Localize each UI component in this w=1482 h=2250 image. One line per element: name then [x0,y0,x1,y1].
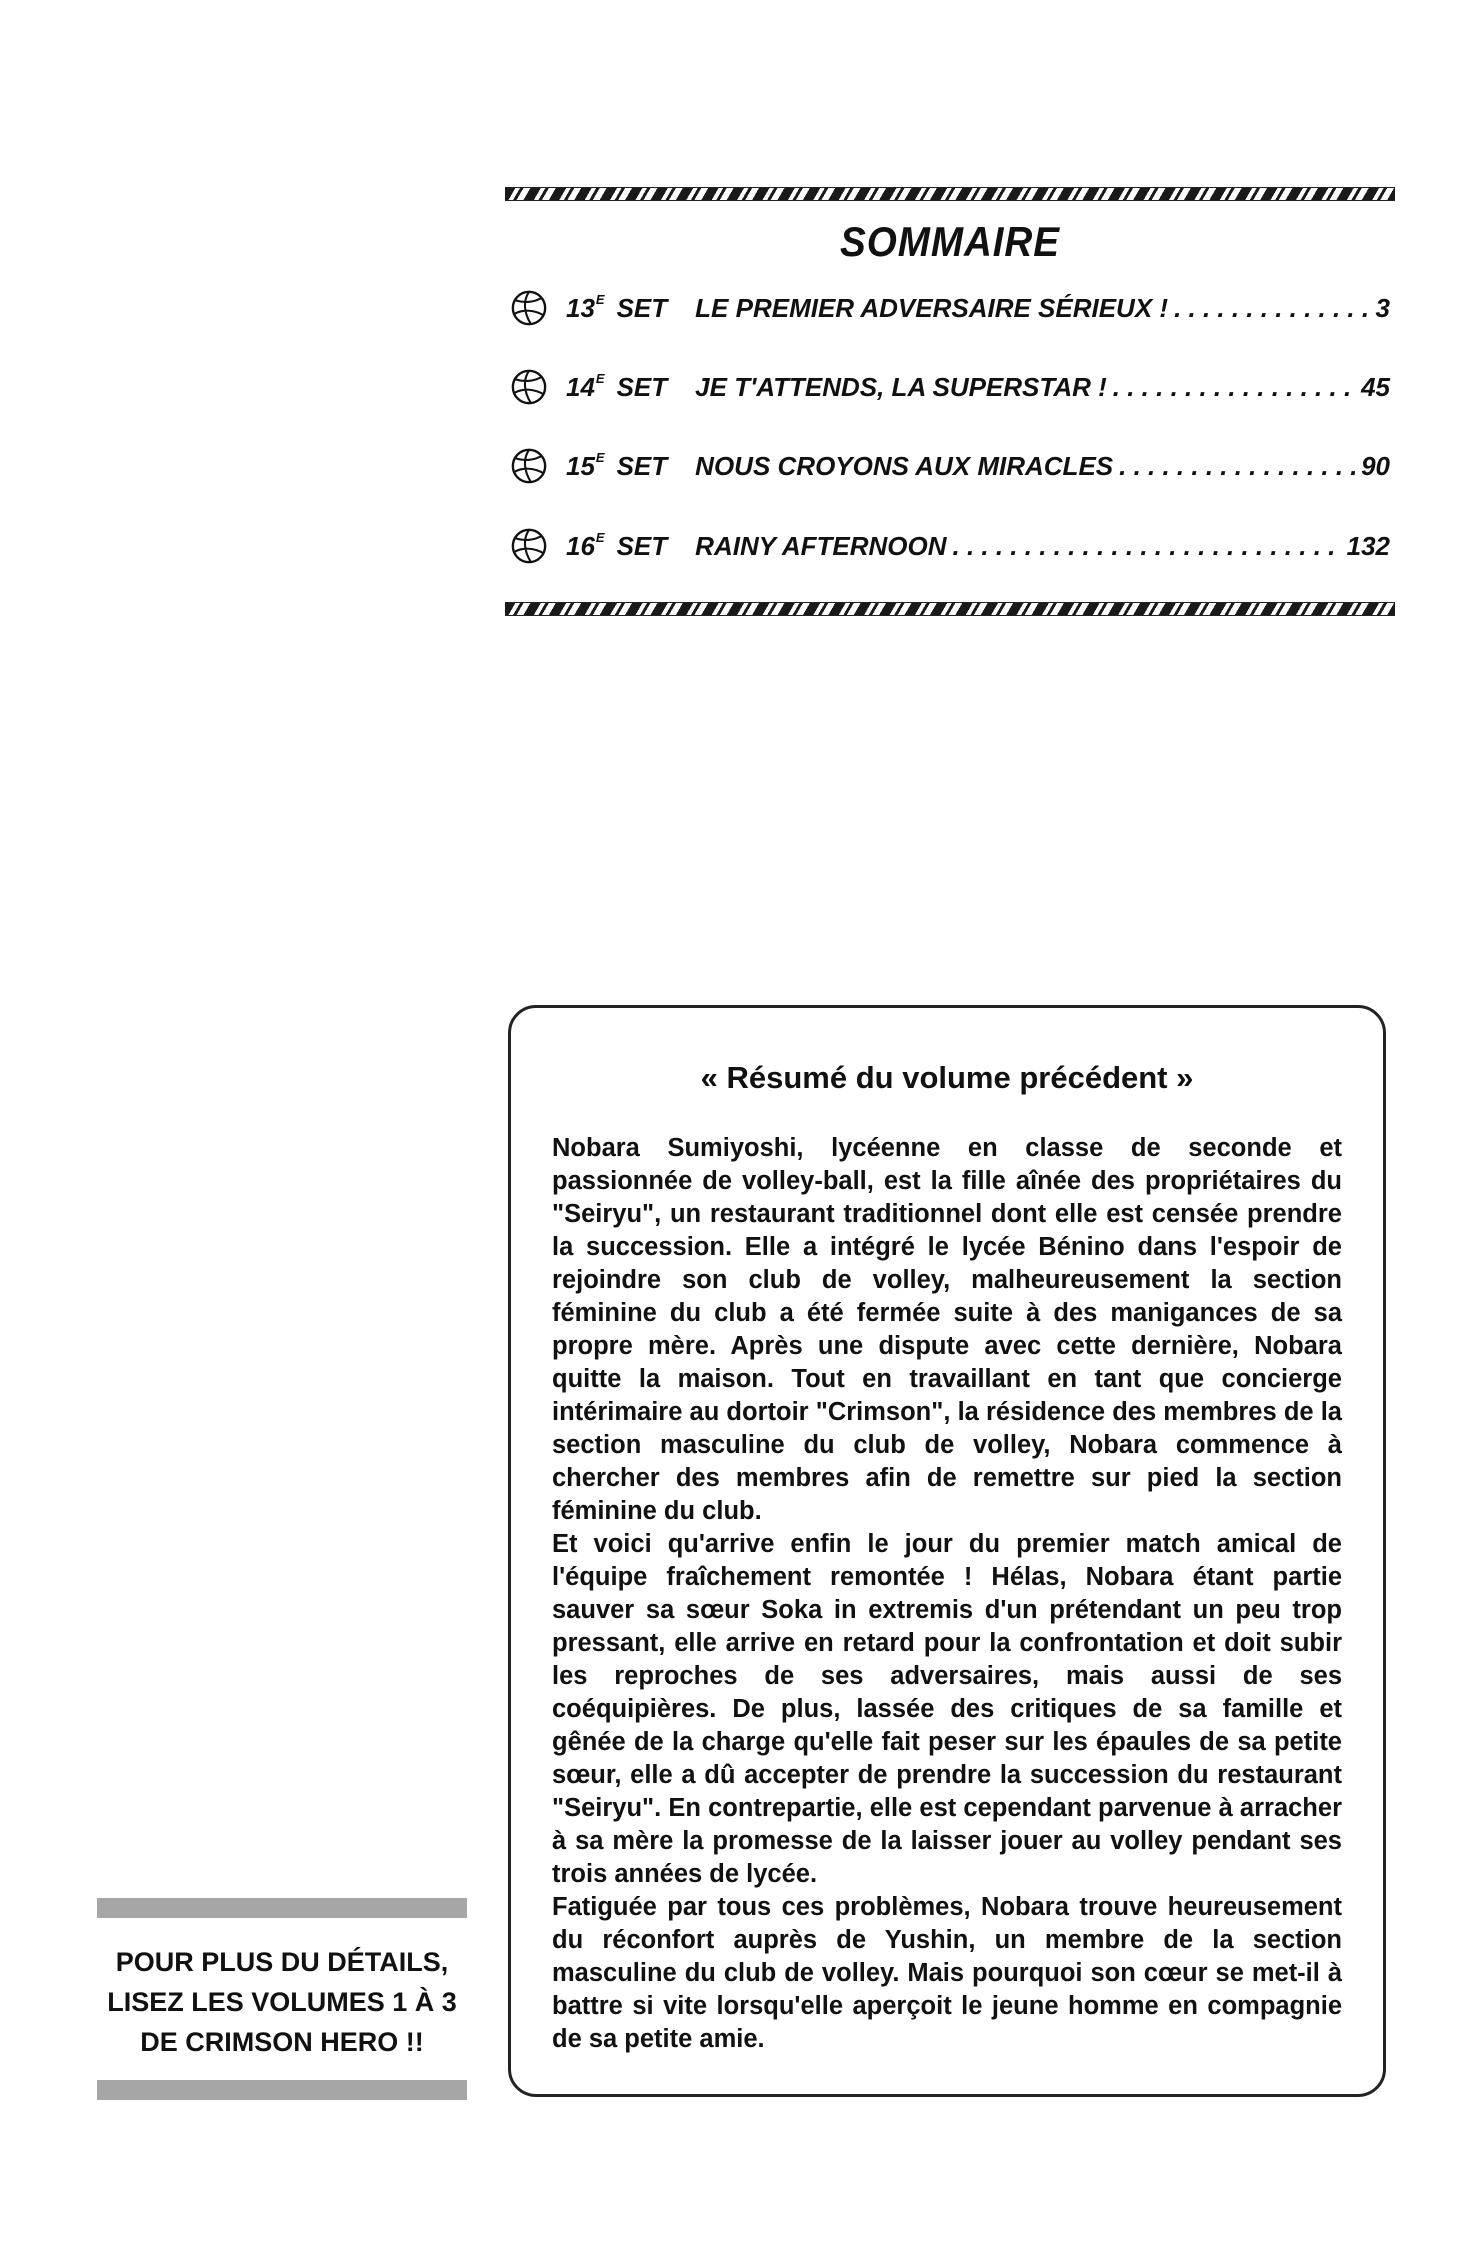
summary-paragraph: Nobara Sumiyoshi, lycéenne en classe de seconde et passionnée de volley-ball, est la fille aînée des propriétaires du "Seiryu", un restaurant traditionnel dont elle est censée prendre la succession. Elle a intégré le lycée Bénino dans l'espoir de rejoindre son club de volley, malheureusement la section féminine du club a été fermée suite à des manigances de sa propre mère. Après une dispute avec cette dernière, Nobara quitte la maison. Tout en travaillant en tant que concierge intérimaire au dortoir "Crimson", la résidence des membres de la section masculine du club de volley, Nobara commence à chercher des membres afin de remettre sur pied la section féminine du club. [552,1134,1342,1525]
decorative-border-bottom [505,602,1395,616]
chapter-title: LE PREMIER ADVERSAIRE SÉRIEUX ! [695,292,1169,323]
set-label: SET [616,530,668,561]
page-number: 3 [1375,292,1390,323]
note-bar-bottom [97,2080,467,2100]
set-number: $16^E$ [566,530,605,561]
dot-leader [1119,451,1355,482]
toc-title: SOMMAIRE [840,218,1060,265]
dot-leader [1113,372,1355,403]
volleyball-icon [510,368,548,406]
summary-title: « Résumé du volume précédent » [700,1060,1194,1095]
set-number: $15^E$ [566,450,605,481]
chapter-title: NOUS CROYONS AUX MIRACLES [695,450,1114,481]
set-number: $13^E$ [566,292,605,323]
toc-row [510,284,1390,332]
dot-leader [953,531,1341,562]
note-bar-top [97,1898,467,1918]
note-line: LISEZ LES VOLUMES 1 À 3 [107,1987,457,2017]
volleyball-icon [510,289,548,327]
note-line: DE CRIMSON HERO !! [140,2027,424,2057]
toc-row [510,363,1390,411]
page-number: 90 [1361,450,1390,481]
set-number: $14^E$ [566,371,605,402]
volumes-note [97,1942,467,2062]
decorative-border-top [505,187,1395,201]
dot-leader [1174,293,1369,324]
set-label: SET [616,292,668,323]
set-label: SET [616,450,668,481]
page-number: 45 [1361,371,1390,402]
note-line: POUR PLUS DU DÉTAILS, [115,1947,449,1977]
summary-paragraph: Et voici qu'arrive enfin le jour du premier match amical de l'équipe fraîchement remontée ! Hélas, Nobara étant partie sauver sa sœur Soka in extremis d'un prétendant un peu trop pressant, elle arrive en retard pour la confrontation et doit subir les reproches de ses adversaires, mais aussi de ses coéquipières. De plus, lassée des critiques de sa famille et gênée de la charge qu'elle fait peser sur les épaules de sa petite sœur, elle a dû accepter de prendre la succession du restaurant "Seiryu". En contrepartie, elle est cependant parvenue à arracher à sa mère la promesse de la laisser jouer au volley pendant ses trois années de lycée. [552,1530,1342,1888]
page-number: 132 [1346,530,1390,561]
summary-text [552,1132,1342,2056]
toc-row [510,442,1390,490]
toc-row [510,522,1390,570]
chapter-title: JE T'ATTENDS, LA SUPERSTAR ! [695,371,1107,402]
volleyball-icon [510,527,548,565]
summary-paragraph: Fatiguée par tous ces problèmes, Nobara trouve heureusement du réconfort auprès de Yushin, un membre de la section masculine du club de volley. Mais pourquoi son cœur se met-il à battre si vite lorsqu'elle aperçoit le jeune homme en compagnie de sa petite amie. [552,1893,1342,2053]
volleyball-icon [510,447,548,485]
set-label: SET [616,371,668,402]
chapter-title: RAINY AFTERNOON [695,530,947,561]
